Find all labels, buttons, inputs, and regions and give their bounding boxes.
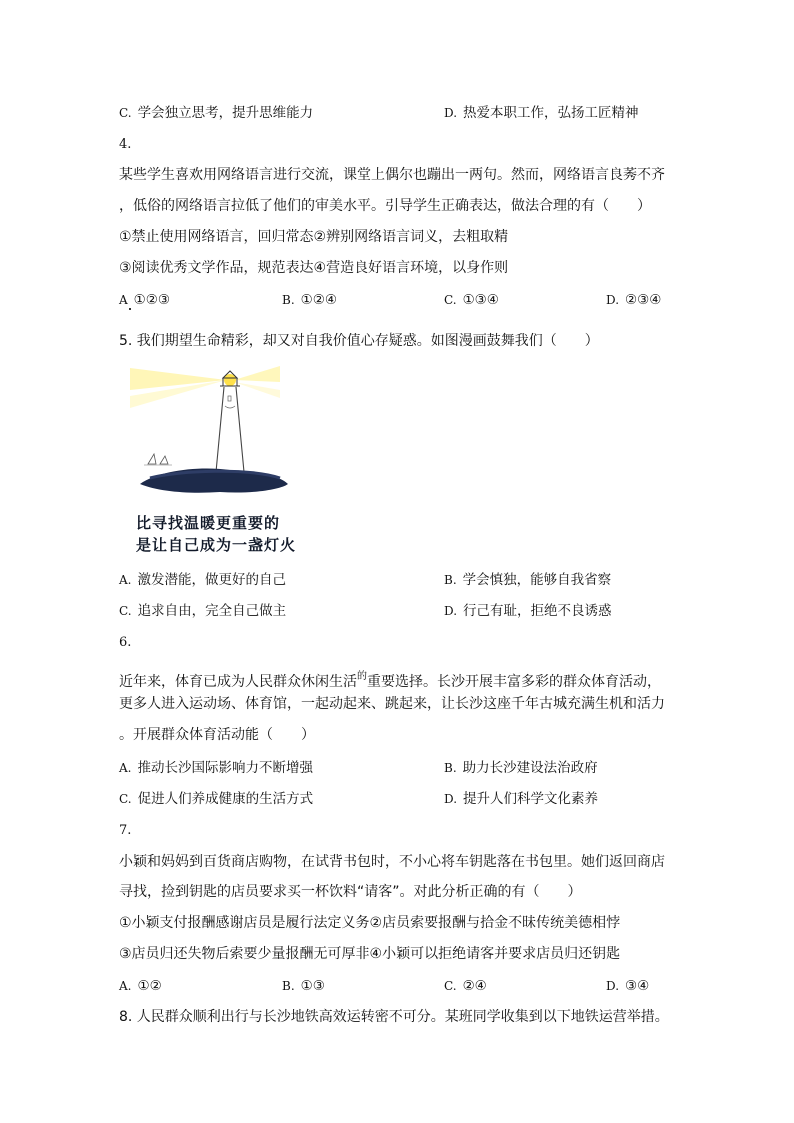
q6-number: 6.	[119, 635, 132, 650]
q3-option-c: C. 学会独立思考，提升思维能力	[119, 105, 314, 121]
q6-stem-line3: 。开展群众体育活动能（ ）	[119, 727, 315, 743]
q4-option-c: C. ①③④	[444, 292, 499, 308]
q6-option-a: A. 推动长沙国际影响力不断增强	[119, 760, 313, 776]
q4-stem-line1: 某些学生喜欢用网络语言进行交流，课堂上偶尔也蹦出一两句。然而，网络语言良莠不齐	[119, 167, 665, 183]
q4-option-a: A ①②③	[119, 292, 170, 308]
q7-option-d: D. ③④	[606, 978, 650, 994]
q3-option-d: D. 热爱本职工作，弘扬工匠精神	[444, 105, 639, 121]
q7-stem-line1: 小颖和妈妈到百货商店购物，在试背书包时，不小心将车钥匙落在书包里。她们返回商店	[119, 854, 665, 870]
q5-stem: 5. 我们期望生命精彩，却又对自我价值心存疑惑。如图漫画鼓舞我们（ ）	[119, 333, 599, 349]
q8-stem: 8. 人民群众顺利出行与长沙地铁高效运转密不可分。某班同学收集到以下地铁运营举措。	[119, 1009, 669, 1025]
q7-item-line1: ①小颖支付报酬感谢店员是履行法定义务②店员索要报酬与拾金不昧传统美德相悖	[119, 915, 621, 931]
comic-caption-line2: 是让自己成为一盏灯火	[136, 536, 297, 554]
q7-number: 7.	[119, 823, 132, 838]
comic-caption-line1: 比寻找温暖更重要的	[136, 514, 281, 532]
q7-option-b: B. ①③	[282, 978, 325, 994]
q6-option-b: B. 助力长沙建设法治政府	[444, 760, 598, 776]
q6-option-c: C. 促进人们养成健康的生活方式	[119, 791, 314, 807]
q4-option-b: B. ①②④	[282, 292, 337, 308]
q5-option-d: D. 行己有耻，拒绝不良诱惑	[444, 603, 612, 619]
q6-stem-line2: 更多人进入运动场、体育馆，一起动起来、跳起来，让长沙这座千年古城充满生机和活力	[119, 696, 665, 712]
q4-item-line1: ①禁止使用网络语言，回归常态②辨别网络语言词义，去粗取精	[119, 229, 509, 245]
q5-option-b: B. 学会慎独，能够自我省察	[444, 572, 612, 588]
q4-stem-line2: ，低俗的网络语言拉低了他们的审美水平。引导学生正确表达，做法合理的有（ ）	[119, 198, 651, 214]
q6-stem-line1: 近年来，体育已成为人民群众休闲生活$^的$重要选择。长沙开展丰富多彩的群众体育活动，	[119, 671, 661, 690]
q4-item-line2: ③阅读优秀文学作品，规范表达④营造良好语言环境，以身作则	[119, 260, 509, 276]
q7-stem-line2: 寻找，捡到钥匙的店员要求买一杯饮料“请客”。对此分析正确的有（ ）	[119, 884, 582, 900]
q7-item-line2: ③店员归还失物后索要少量报酬无可厚非④小颖可以拒绝请客并要求店员归还钥匙	[119, 946, 621, 962]
q4-option-d: D. ②③④	[606, 292, 662, 308]
q5-option-a: A. 激发潜能，做更好的自己	[119, 572, 286, 588]
q4-number: 4.	[119, 137, 132, 152]
lighthouse-illustration	[130, 366, 290, 506]
q6-superscript: 的	[357, 671, 367, 682]
stray-dot	[129, 308, 131, 310]
q7-option-c: C. ②④	[444, 978, 487, 994]
q6-option-d: D. 提升人们科学文化素养	[444, 791, 599, 807]
q5-option-c: C. 追求自由，完全自己做主	[119, 603, 287, 619]
q7-option-a: A. ①②	[119, 978, 162, 994]
